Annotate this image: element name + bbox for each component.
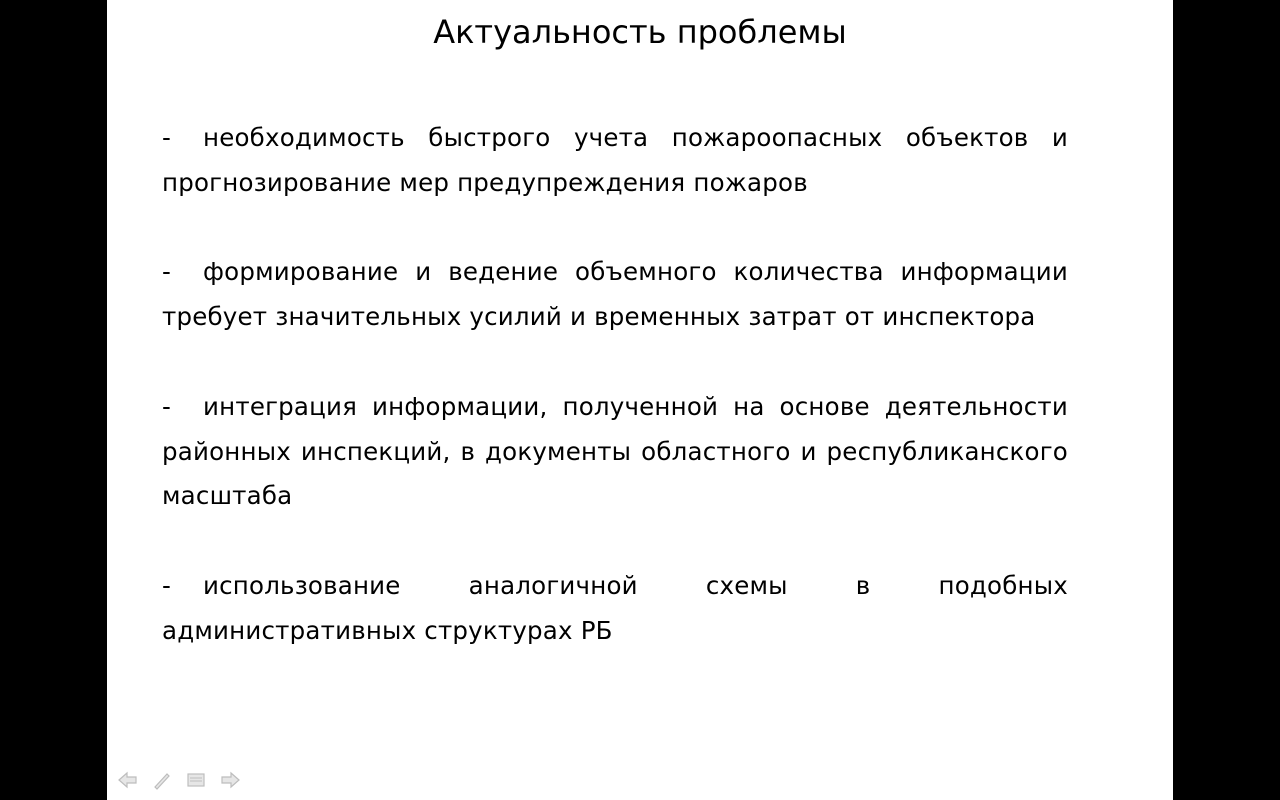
bullet-text: необходимость быстрого учета пожароопасных объектов и прогнозирование мер предупреждения пожаров [162, 123, 1068, 197]
bullet-item [162, 385, 1068, 519]
bullet-dash: - [162, 257, 172, 287]
previous-arrow-icon [118, 771, 138, 789]
slide-menu-button[interactable] [185, 769, 207, 791]
bullet-text: использование аналогичной схемы в подобных административных структурах РБ [162, 570, 1068, 645]
presentation-slide[interactable] [107, 0, 1173, 800]
bullet-dash: - [162, 570, 172, 600]
previous-slide-button[interactable] [117, 769, 139, 791]
slide-title: Актуальность проблемы [433, 13, 847, 51]
next-arrow-icon [220, 771, 240, 789]
slide-menu-icon [186, 772, 206, 788]
bullet-text: интеграция информации, полученной на основе деятельности районных инспекций, в документы областного и республиканского масштаба [162, 391, 1068, 511]
bullet-item [162, 564, 1068, 654]
bullet-dash: - [162, 123, 172, 152]
bullet-item [162, 250, 1068, 340]
bullet-text: формирование и ведение объемного количества информации требует значительных усилий и временных затрат от инспектора [162, 257, 1068, 332]
pen-icon [152, 770, 172, 790]
bullet-item [162, 116, 1068, 206]
next-slide-button[interactable] [219, 769, 241, 791]
bullet-list [162, 116, 1068, 698]
pen-tool-button[interactable] [151, 769, 173, 791]
bullet-dash: - [162, 391, 172, 421]
slideshow-navigation [117, 768, 241, 792]
